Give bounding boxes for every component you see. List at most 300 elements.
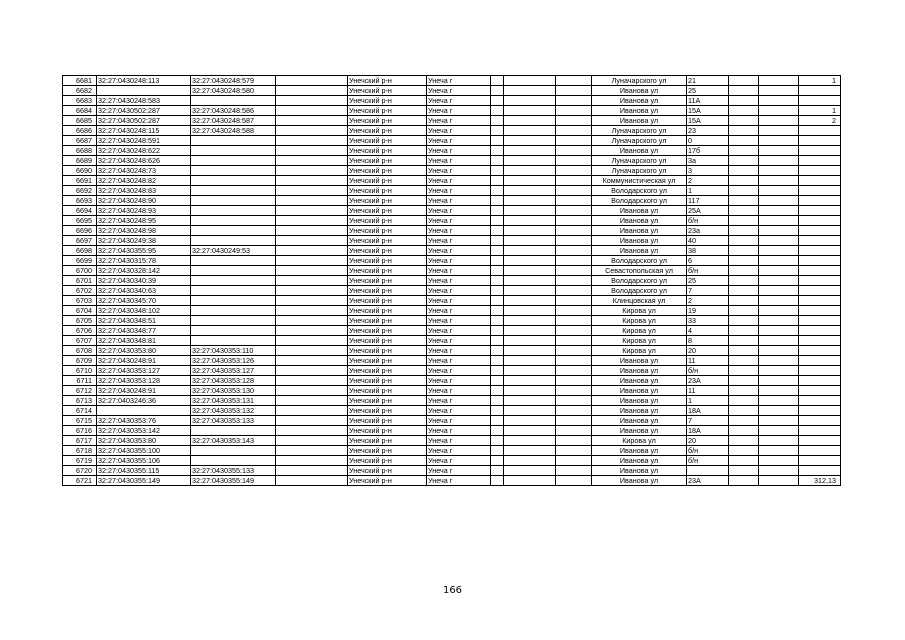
- table-cell: Володарского ул: [592, 286, 687, 296]
- table-cell: Унеча г: [427, 136, 491, 146]
- table-cell: [276, 236, 348, 246]
- table-cell: 38: [687, 246, 729, 256]
- table-cell: [491, 346, 504, 356]
- table-cell: 32:27:0430315:78: [97, 256, 191, 266]
- table-cell: [191, 136, 276, 146]
- table-cell: 6711: [63, 376, 97, 386]
- table-cell: [491, 396, 504, 406]
- table-cell: [191, 166, 276, 176]
- table-cell: 19: [687, 306, 729, 316]
- table-cell: Иванова ул: [592, 456, 687, 466]
- table-cell: [799, 96, 841, 106]
- table-cell: [191, 196, 276, 206]
- table-cell: [556, 416, 592, 426]
- table-cell: [491, 246, 504, 256]
- table-cell: [799, 286, 841, 296]
- table-cell: [799, 276, 841, 286]
- table-cell: Иванова ул: [592, 366, 687, 376]
- table-cell: [759, 186, 799, 196]
- table-cell: 32:27:0430353:76: [97, 416, 191, 426]
- table-cell: [504, 356, 556, 366]
- table-cell: [729, 386, 759, 396]
- table-cell: Унечский р-н: [348, 336, 427, 346]
- table-cell: [504, 256, 556, 266]
- table-cell: Унечский р-н: [348, 466, 427, 476]
- table-cell: 8: [687, 336, 729, 346]
- table-row: [63, 186, 841, 196]
- table-cell: [556, 136, 592, 146]
- table-row: [63, 426, 841, 436]
- table-cell: [799, 386, 841, 396]
- table-cell: [504, 166, 556, 176]
- table-cell: [799, 136, 841, 146]
- table-cell: [729, 156, 759, 166]
- table-cell: [191, 176, 276, 186]
- table-cell: 6684: [63, 106, 97, 116]
- table-cell: [759, 276, 799, 286]
- table-cell: [191, 206, 276, 216]
- table-cell: 32:27:0430248:91: [97, 356, 191, 366]
- table-cell: [799, 186, 841, 196]
- table-cell: 32:27:0430353:80: [97, 346, 191, 356]
- table-row: [63, 296, 841, 306]
- table-cell: Унечский р-н: [348, 76, 427, 86]
- table-cell: [97, 86, 191, 96]
- page-number: 166: [442, 585, 463, 596]
- table-row: [63, 456, 841, 466]
- table-cell: б/н: [687, 366, 729, 376]
- table-cell: Унечский р-н: [348, 306, 427, 316]
- table-cell: [799, 226, 841, 236]
- table-cell: Иванова ул: [592, 376, 687, 386]
- table-cell: 6714: [63, 406, 97, 416]
- table-cell: [504, 246, 556, 256]
- table-cell: [556, 326, 592, 336]
- table-cell: 3: [687, 166, 729, 176]
- table-cell: 312,13: [799, 476, 841, 486]
- table-cell: [556, 296, 592, 306]
- table-cell: 6701: [63, 276, 97, 286]
- table-cell: б/н: [687, 266, 729, 276]
- table-cell: 11А: [687, 96, 729, 106]
- table-cell: [504, 196, 556, 206]
- table-cell: Унеча г: [427, 216, 491, 226]
- table-cell: [759, 246, 799, 256]
- table-cell: [556, 96, 592, 106]
- table-cell: [799, 326, 841, 336]
- table-cell: [504, 126, 556, 136]
- table-cell: [556, 176, 592, 186]
- table-cell: [191, 296, 276, 306]
- table-cell: [799, 426, 841, 436]
- table-cell: [759, 376, 799, 386]
- table-cell: [799, 466, 841, 476]
- table-cell: [276, 196, 348, 206]
- table-cell: [556, 246, 592, 256]
- table-cell: [491, 106, 504, 116]
- table-cell: [729, 376, 759, 386]
- table-cell: [799, 316, 841, 326]
- table-cell: 2: [799, 116, 841, 126]
- table-cell: 32:27:0430248:622: [97, 146, 191, 156]
- table-cell: Унечский р-н: [348, 96, 427, 106]
- table-cell: 6681: [63, 76, 97, 86]
- table-cell: 6694: [63, 206, 97, 216]
- table-cell: [276, 96, 348, 106]
- table-row: [63, 366, 841, 376]
- table-cell: 32:27:0430353:132: [191, 406, 276, 416]
- table-cell: 32:27:0430248:91: [97, 386, 191, 396]
- table-cell: Унечский р-н: [348, 326, 427, 336]
- table-cell: 15А: [687, 106, 729, 116]
- table-cell: 32:27:0430353:133: [191, 416, 276, 426]
- table-cell: [556, 456, 592, 466]
- table-row: [63, 216, 841, 226]
- table-cell: Унечский р-н: [348, 446, 427, 456]
- table-cell: 32:27:0430248:93: [97, 206, 191, 216]
- table-cell: 32:27:0430248:587: [191, 116, 276, 126]
- table-cell: [759, 236, 799, 246]
- table-cell: [491, 316, 504, 326]
- table-cell: 32:27:0430355:149: [97, 476, 191, 486]
- table-row: [63, 336, 841, 346]
- table-cell: [729, 216, 759, 226]
- table-cell: Иванова ул: [592, 396, 687, 406]
- table-cell: [759, 336, 799, 346]
- table-cell: [491, 86, 504, 96]
- table-cell: Кирова ул: [592, 336, 687, 346]
- table-cell: [729, 336, 759, 346]
- table-cell: 6720: [63, 466, 97, 476]
- table-cell: Унечский р-н: [348, 156, 427, 166]
- table-row: [63, 206, 841, 216]
- table-cell: [729, 206, 759, 216]
- table-cell: Унеча г: [427, 266, 491, 276]
- table-cell: 23а: [687, 226, 729, 236]
- table-cell: 6687: [63, 136, 97, 146]
- table-cell: 20: [687, 346, 729, 356]
- table-cell: Унеча г: [427, 296, 491, 306]
- table-cell: [759, 426, 799, 436]
- table-cell: Иванова ул: [592, 406, 687, 416]
- table-cell: [556, 446, 592, 456]
- table-cell: [799, 146, 841, 156]
- table-cell: 32:27:0430353:128: [97, 376, 191, 386]
- table-row: [63, 346, 841, 356]
- table-row: [63, 76, 841, 86]
- table-cell: 32:27:0430348:51: [97, 316, 191, 326]
- table-cell: Кирова ул: [592, 346, 687, 356]
- table-cell: Унеча г: [427, 436, 491, 446]
- table-cell: [759, 296, 799, 306]
- table-cell: [556, 226, 592, 236]
- table-row: [63, 236, 841, 246]
- table-cell: Унеча г: [427, 226, 491, 236]
- table-cell: [276, 446, 348, 456]
- table-cell: Иванова ул: [592, 86, 687, 96]
- table-cell: [491, 456, 504, 466]
- table-cell: Иванова ул: [592, 466, 687, 476]
- table-row: [63, 396, 841, 406]
- table-cell: [276, 216, 348, 226]
- table-cell: [504, 226, 556, 236]
- table-cell: Унечский р-н: [348, 256, 427, 266]
- table-cell: Унеча г: [427, 376, 491, 386]
- table-cell: [799, 206, 841, 216]
- table-cell: Унечский р-н: [348, 86, 427, 96]
- table-cell: [556, 196, 592, 206]
- table-cell: Унечский р-н: [348, 286, 427, 296]
- table-cell: [799, 196, 841, 206]
- table-cell: [759, 286, 799, 296]
- table-cell: 32:27:0430248:586: [191, 106, 276, 116]
- table-cell: Унеча г: [427, 356, 491, 366]
- table-cell: 23А: [687, 376, 729, 386]
- table-cell: [276, 286, 348, 296]
- table-cell: [729, 116, 759, 126]
- table-cell: 32:27:0430355:133: [191, 466, 276, 476]
- table-cell: [504, 286, 556, 296]
- table-cell: [491, 96, 504, 106]
- table-cell: [759, 266, 799, 276]
- table-cell: Унеча г: [427, 326, 491, 336]
- table-cell: Унечский р-н: [348, 106, 427, 116]
- table-cell: 32:27:0430355:95: [97, 246, 191, 256]
- table-cell: 17б: [687, 146, 729, 156]
- table-cell: Унеча г: [427, 166, 491, 176]
- table-cell: Унечский р-н: [348, 186, 427, 196]
- table-cell: [276, 136, 348, 146]
- table-cell: Иванова ул: [592, 106, 687, 116]
- table-cell: 6686: [63, 126, 97, 136]
- table-cell: 32:27:0430248:83: [97, 186, 191, 196]
- table-cell: [729, 86, 759, 96]
- table-cell: [491, 116, 504, 126]
- address-registry-table: [62, 75, 841, 486]
- table-cell: [191, 266, 276, 276]
- table-cell: 25: [687, 86, 729, 96]
- table-cell: [491, 406, 504, 416]
- table-cell: [504, 326, 556, 336]
- table-cell: [504, 136, 556, 146]
- table-cell: [491, 136, 504, 146]
- table-cell: 6718: [63, 446, 97, 456]
- table-cell: 1: [687, 396, 729, 406]
- table-cell: [491, 296, 504, 306]
- table-cell: [504, 76, 556, 86]
- table-cell: 3а: [687, 156, 729, 166]
- table-cell: [491, 156, 504, 166]
- table-cell: [191, 456, 276, 466]
- table-cell: [504, 316, 556, 326]
- table-cell: Унечский р-н: [348, 476, 427, 486]
- table-cell: 23: [687, 126, 729, 136]
- table-cell: [276, 356, 348, 366]
- table-cell: [556, 406, 592, 416]
- table-cell: [759, 326, 799, 336]
- table-cell: [729, 76, 759, 86]
- table-cell: 32:27:0430353:143: [191, 436, 276, 446]
- table-row: [63, 176, 841, 186]
- table-cell: [729, 246, 759, 256]
- table-cell: 6685: [63, 116, 97, 126]
- table-cell: [191, 306, 276, 316]
- table-cell: 32:27:0430248:113: [97, 76, 191, 86]
- table-cell: Иванова ул: [592, 116, 687, 126]
- table-cell: Унеча г: [427, 146, 491, 156]
- table-cell: Володарского ул: [592, 186, 687, 196]
- table-cell: 32:27:0430353:128: [191, 376, 276, 386]
- table-cell: 32:27:0430249:38: [97, 236, 191, 246]
- table-cell: 32:27:0430248:580: [191, 86, 276, 96]
- table-row: [63, 146, 841, 156]
- table-cell: 32:27:0430248:82: [97, 176, 191, 186]
- table-cell: [276, 266, 348, 276]
- table-cell: 6689: [63, 156, 97, 166]
- table-cell: [799, 356, 841, 366]
- table-cell: [799, 416, 841, 426]
- table-cell: [556, 116, 592, 126]
- table-cell: [504, 296, 556, 306]
- table-cell: 32:27:0430248:579: [191, 76, 276, 86]
- table-cell: [276, 456, 348, 466]
- table-cell: [759, 156, 799, 166]
- table-cell: [276, 176, 348, 186]
- table-row: [63, 406, 841, 416]
- table-cell: 6700: [63, 266, 97, 276]
- table-cell: [729, 146, 759, 156]
- table-cell: Иванова ул: [592, 146, 687, 156]
- table-cell: 6704: [63, 306, 97, 316]
- table-cell: [191, 226, 276, 236]
- table-cell: 32:27:0430248:591: [97, 136, 191, 146]
- table-cell: Унеча г: [427, 336, 491, 346]
- table-cell: [556, 236, 592, 246]
- table-cell: [504, 96, 556, 106]
- table-cell: [504, 276, 556, 286]
- table-cell: [729, 436, 759, 446]
- table-cell: 32:27:0430353:110: [191, 346, 276, 356]
- table-cell: [799, 126, 841, 136]
- table-cell: Коммунистическая ул: [592, 176, 687, 186]
- table-cell: Кирова ул: [592, 316, 687, 326]
- table-cell: Унечский р-н: [348, 436, 427, 446]
- table-cell: [799, 256, 841, 266]
- table-cell: 2: [687, 296, 729, 306]
- table-cell: 6721: [63, 476, 97, 486]
- table-cell: [276, 346, 348, 356]
- table-cell: [491, 176, 504, 186]
- table-cell: 32:27:0430248:73: [97, 166, 191, 176]
- table-cell: Унеча г: [427, 286, 491, 296]
- table-cell: [491, 386, 504, 396]
- table-cell: [759, 196, 799, 206]
- table-cell: [729, 166, 759, 176]
- table-cell: 32:27:0430340:39: [97, 276, 191, 286]
- table-cell: [491, 436, 504, 446]
- table-cell: [276, 476, 348, 486]
- table-cell: [556, 156, 592, 166]
- table-cell: [556, 216, 592, 226]
- table-cell: 6693: [63, 196, 97, 206]
- table-cell: [191, 156, 276, 166]
- table-cell: [799, 346, 841, 356]
- table-cell: [556, 76, 592, 86]
- table-cell: [729, 186, 759, 196]
- table-cell: Унеча г: [427, 346, 491, 356]
- table-cell: [504, 146, 556, 156]
- table-cell: Севастопольская ул: [592, 266, 687, 276]
- table-cell: 6683: [63, 96, 97, 106]
- table-cell: Кирова ул: [592, 306, 687, 316]
- table-cell: [759, 106, 799, 116]
- table-cell: 6690: [63, 166, 97, 176]
- table-cell: [556, 146, 592, 156]
- table-cell: [759, 396, 799, 406]
- table-cell: Унечский р-н: [348, 236, 427, 246]
- table-row: [63, 326, 841, 336]
- table-cell: Унеча г: [427, 156, 491, 166]
- table-cell: [491, 146, 504, 156]
- table-cell: Унеча г: [427, 386, 491, 396]
- table-cell: [504, 336, 556, 346]
- table-cell: 32:27:0403246:36: [97, 396, 191, 406]
- table-cell: [276, 146, 348, 156]
- table-cell: 32:27:0430345:70: [97, 296, 191, 306]
- table-cell: Унеча г: [427, 196, 491, 206]
- table-cell: 0: [687, 136, 729, 146]
- table-cell: [799, 176, 841, 186]
- table-body: [63, 76, 841, 486]
- table-cell: Унеча г: [427, 446, 491, 456]
- table-cell: 40: [687, 236, 729, 246]
- table-cell: б/н: [687, 456, 729, 466]
- table-cell: [276, 316, 348, 326]
- table-cell: Унечский р-н: [348, 166, 427, 176]
- table-cell: [504, 106, 556, 116]
- table-cell: 20: [687, 436, 729, 446]
- table-cell: [276, 116, 348, 126]
- table-cell: Унеча г: [427, 276, 491, 286]
- table-cell: [799, 306, 841, 316]
- table-cell: [799, 216, 841, 226]
- table-cell: Унечский р-н: [348, 456, 427, 466]
- table-cell: [759, 406, 799, 416]
- table-cell: [556, 106, 592, 116]
- table-row: [63, 266, 841, 276]
- table-cell: [729, 426, 759, 436]
- table-cell: [491, 226, 504, 236]
- table-cell: [504, 466, 556, 476]
- table-cell: [759, 126, 799, 136]
- table-cell: [276, 76, 348, 86]
- table-cell: [491, 466, 504, 476]
- table-cell: Иванова ул: [592, 476, 687, 486]
- table-cell: [556, 386, 592, 396]
- table-cell: Унечский р-н: [348, 116, 427, 126]
- table-cell: [759, 306, 799, 316]
- table-cell: Кирова ул: [592, 326, 687, 336]
- table-cell: [759, 356, 799, 366]
- table-cell: Иванова ул: [592, 246, 687, 256]
- table-cell: 32:27:0430248:583: [97, 96, 191, 106]
- table-cell: Унеча г: [427, 186, 491, 196]
- table-cell: Унечский р-н: [348, 356, 427, 366]
- table-cell: [759, 226, 799, 236]
- table-cell: 32:27:0430353:131: [191, 396, 276, 406]
- table-cell: [556, 346, 592, 356]
- table-cell: 32:27:0430353:127: [97, 366, 191, 376]
